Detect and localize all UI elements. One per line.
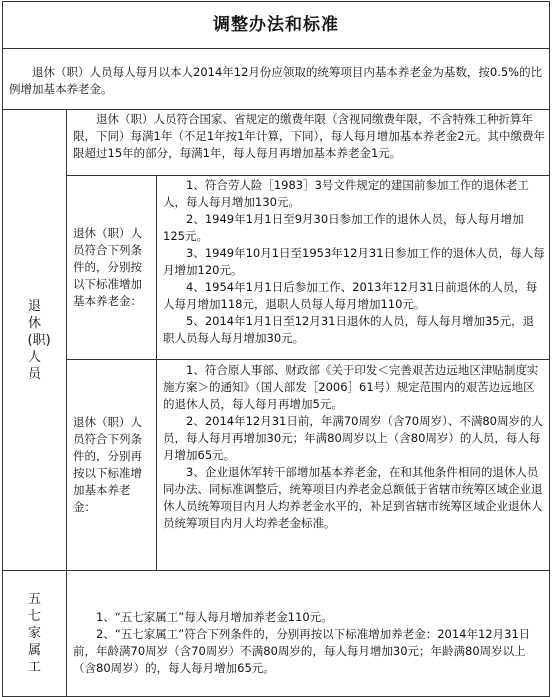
family-worker-row [3,571,550,697]
seniority-row [3,110,550,176]
group-b-row [3,360,550,571]
list-item: 1、符合原人事部、财政部《关于印发＜完善艰苦边远地区津贴制度实施方案＞的通知》（国人部发［2006］61号）规定范围内的艰苦边远地区的退休人员，每人每月再增加5元。 [163,363,539,411]
family-worker-label: 五七家属工 [27,592,41,675]
group-a-label: 退休（职）人员符合下列条件的，分别按以下标准增加基本养老金： [67,176,157,360]
family-worker-label-cell [3,571,67,697]
table-title: 调整办法和标准 [3,2,550,49]
list-item: 3、1949年10月1日至1953年12月31日参加工作的退休人员，每人每月增加120元。 [163,246,545,277]
retiree-label-cell [3,110,67,571]
intro-text: 退休（职）人员每人每月以本人2014年12月份应领取的统筹项目内基本养老金为基数，按0.5%的比例增加基本养老金。 [9,65,543,96]
title-row [3,2,550,49]
family-worker-items [67,571,550,697]
group-b-label: 退休（职）人员符合下列条件的，分别再按以下标准增加基本养老金： [67,360,157,571]
list-item: 3、企业退休军转干部增加基本养老金，在和其他条件相同的退休人员同办法、同标准调整后，统筹项目内养老金总额低于省辖市统筹区域企业退休人员统筹项目内月人均养老金水平的，补足到省辖市统筹区域企业退休人员统筹项目内月人均养老金标准。 [163,465,543,530]
list-item: 2、“五七家属工”符合下列条件的，分别再按以下标准增加养老金：2014年12月31日前，年龄满70周岁（含70周岁）不满80周岁的，每人每月增加30元；年龄满80周岁以上（含80周岁）的，每人每月增加65元。 [73,626,531,675]
retiree-label: 退休(职)人员 [27,298,51,382]
policy-table [2,1,550,697]
list-item: 5、2014年1月1日至12月31日退休的人员，每人每月增加35元，退职人员每人每月增加30元。 [163,314,535,345]
group-b-items [157,360,550,571]
intro-row [3,49,550,110]
list-item: 1、符合劳人险［1983］3号文件规定的建国前参加工作的退休老工人，每人每月增加130元。 [163,178,529,209]
list-item: 2、2014年12月31日前，年满70周岁（含70周岁）、不满80周岁的人员，每人每月再增加30元；年满80周岁以上（含80周岁）的人员，每人每月增加65元。 [163,414,543,462]
list-item: 4、1954年1月1日后参加工作、2013年12月31日前退休的人员，每人每月增加118元，退职人员每人每月增加110元。 [163,280,538,311]
seniority-cell [67,110,550,176]
list-item: 1、“五七家属工”每人每月增加养老金110元。 [96,609,333,624]
intro-cell [3,49,550,110]
list-item: 2、1949年1月1日至9月30日参加工作的退休人员，每人每月增加125元。 [163,212,524,243]
group-a-row [3,176,550,360]
seniority-rule-text: 退休（职）人员符合国家、省规定的缴费年限（含视同缴费年限，不含特殊工种折算年限，下同）每满1年（不足1年按1年计算，下同），每人每月增加基本养老金2元。其中缴费年限超过15年的部分，每满1年，每人每月再增加基本养老金1元。 [73,112,546,160]
group-a-items [157,176,550,360]
policy-table-page [2,1,549,691]
